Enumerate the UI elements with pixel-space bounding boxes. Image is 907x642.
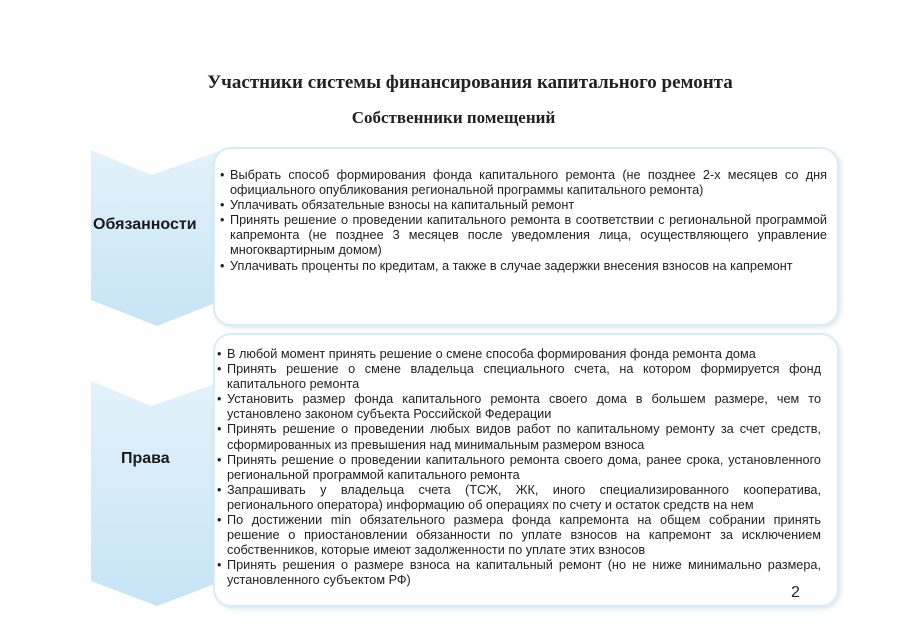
list-item	[220, 213, 827, 258]
page-number: 2	[791, 584, 800, 601]
bullet-icon: •	[220, 198, 225, 213]
document-title: Участники системы финансирования капитального ремонта	[207, 72, 733, 93]
bullet-icon: •	[217, 513, 222, 528]
list-item	[220, 168, 827, 198]
list-item	[220, 259, 827, 274]
duties-chevron-arrow	[91, 150, 223, 326]
duties-label: Обязанности	[93, 216, 197, 233]
list-item-text: Выбрать способ формирования фонда капитального ремонта (не позднее 2-х месяцев со дня официального опубликования региональной программы капитального ремонта)	[230, 168, 827, 198]
rights-label: Права	[121, 450, 170, 467]
bullet-icon: •	[217, 482, 222, 497]
bullet-icon: •	[217, 392, 222, 407]
rights-chevron-arrow	[91, 336, 223, 606]
list-item	[217, 483, 821, 513]
list-item-text: Принять решения о размере взноса на капитальный ремонт (но не ниже минимально размера, установленного субъектом РФ)	[227, 558, 821, 588]
list-item	[217, 392, 821, 422]
bullet-icon: •	[217, 362, 222, 377]
bullet-icon: •	[220, 168, 225, 182]
bullet-icon: •	[217, 558, 222, 573]
list-item	[217, 453, 821, 483]
list-item-text: Уплачивать обязательные взносы на капитальный ремонт	[230, 198, 575, 213]
list-item	[217, 513, 821, 558]
list-item	[220, 198, 827, 213]
bullet-icon: •	[217, 422, 222, 437]
list-item-text: Принять решение о смене владельца специального счета, на котором формируется фонд капитального ремонта	[227, 362, 821, 392]
duties-list	[220, 168, 827, 274]
list-item-text: Уплачивать проценты по кредитам, а также в случае задержки внесения взносов на капремонт	[230, 258, 793, 273]
list-item	[217, 558, 821, 588]
bullet-icon: •	[217, 347, 222, 361]
list-item	[217, 347, 821, 362]
bullet-icon: •	[220, 213, 225, 228]
list-item-text: Принять решение о проведении капитального ремонта своего дома, ранее срока, установленного региональной программой капитального ремонта	[227, 452, 821, 482]
list-item	[217, 422, 821, 452]
document-subtitle: Собственники помещений	[351, 108, 556, 127]
list-item	[217, 362, 821, 392]
bullet-icon: •	[217, 452, 222, 467]
list-item-text: По достижении min обязательного размера фонда капремонта на общем собрании принять решение о приостановлении обязанности по уплате взносов на капремонт за исключением собственников, которые имеют задолженности по уплате этих взносов	[227, 513, 821, 558]
list-item-text: Установить размер фонда капитального ремонта своего дома в большем размере, чем то установлено законом субъекта Российской Федерации	[227, 392, 821, 422]
list-item-text: Запрашивать у владельца счета (ТСЖ, ЖК, иного специализированного кооператива, регионального оператора) информацию об операциях по счету и остаток средств на нем	[227, 482, 821, 512]
bullet-icon: •	[220, 258, 225, 273]
rights-list	[217, 347, 821, 589]
list-item-text: Принять решение о проведении любых видов работ по капитальному ремонту за счет средств, сформированных из превышения над минимальным размером взноса	[227, 422, 821, 452]
list-item-text: В любой момент принять решение о смене способа формирования фонда ремонта дома	[227, 347, 756, 361]
list-item-text: Принять решение о проведении капитального ремонта в соответствии с региональной программой капремонта (не позднее 3 месяцев после уведомления лица, осуществляющего управление многоквартирным домом)	[230, 213, 827, 258]
